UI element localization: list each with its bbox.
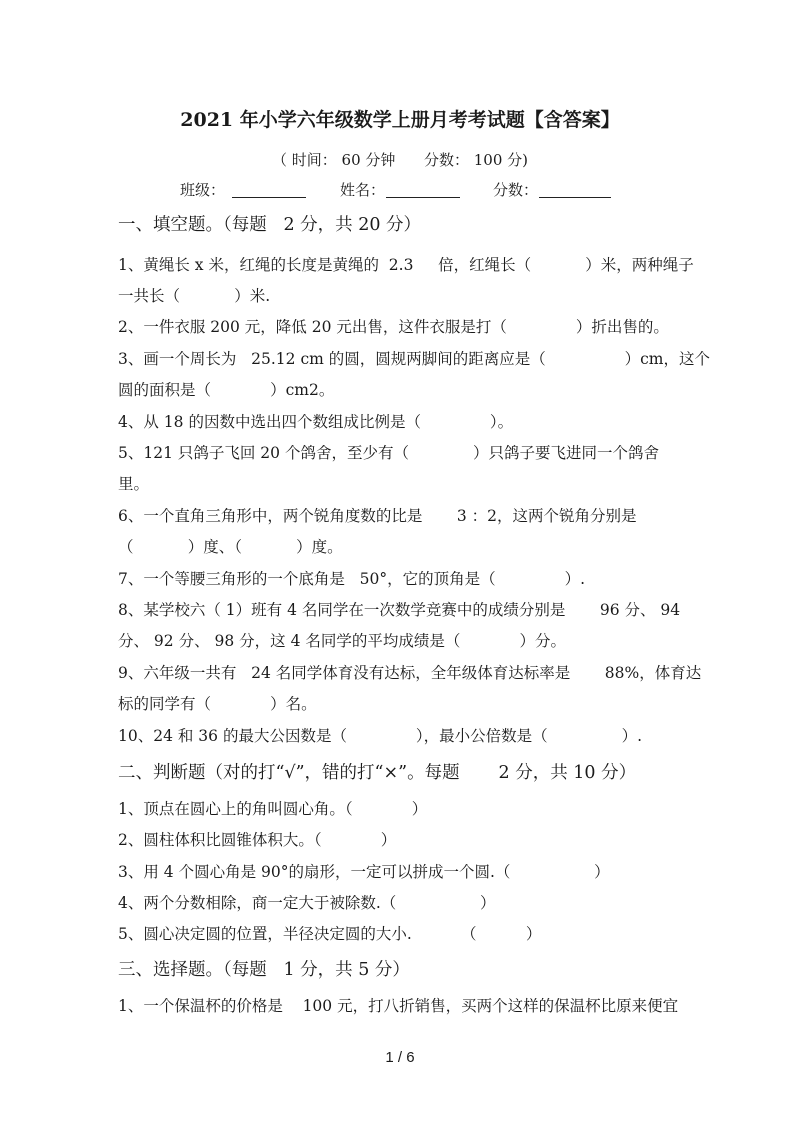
- score-label: 分数：: [493, 181, 539, 199]
- question-line: 2、圆柱体积比圆锥体积大。（ ）: [118, 831, 397, 849]
- name-label: 姓名：: [340, 181, 386, 199]
- exam-subtitle: （ 时间： 60 分钟 分数： 100 分): [271, 151, 529, 169]
- question-line: 里。: [118, 475, 150, 493]
- question-line: 1、黄绳长 x 米，红绳的长度是黄绳的 2.3 倍，红绳长（ ）米，两种绳子: [118, 256, 694, 274]
- question-line: 4、两个分数相除，商一定大于被除数.（ ）: [118, 894, 496, 912]
- question-line: 7、一个等腰三角形的一个底角是 50°，它的顶角是（ ）.: [118, 570, 586, 588]
- class-blank[interactable]: [232, 197, 306, 198]
- score-blank[interactable]: [539, 197, 611, 198]
- question-line: 1、一个保温杯的价格是 100 元，打八折销售，买两个这样的保温杯比原来便宜: [118, 997, 679, 1015]
- question-line: （ ）度、（ ）度。: [118, 538, 343, 556]
- question-line: 6、一个直角三角形中，两个锐角度数的比是 3 ：2，这两个锐角分别是: [118, 507, 637, 525]
- page-number: 1 / 6: [385, 1049, 415, 1066]
- question-line: 一共长（ ）米.: [118, 287, 271, 305]
- question-line: 8、某学校六（ 1）班有 4 名同学在一次数学竞赛中的成绩分别是 96 分、 94: [118, 601, 681, 619]
- question-line: 3、画一个周长为 25.12 cm 的圆，圆规两脚间的距离应是（ ）cm，这个: [118, 350, 710, 368]
- question-line: 4、从 18 的因数中选出四个数组成比例是（ ）。: [118, 413, 514, 431]
- section1-heading: 一、填空题。（每题 2 分，共 20 分）: [118, 215, 422, 235]
- question-line: 3、用 4 个圆心角是 90°的扇形，一定可以拼成一个圆.（ ）: [118, 863, 610, 881]
- question-line: 9、六年级一共有 24 名同学体育没有达标，全年级体育达标率是 88%，体育达: [118, 664, 702, 682]
- question-line: 2、一件衣服 200 元，降低 20 元出售，这件衣服是打（ ）折出售的。: [118, 318, 669, 336]
- question-line: 分、 92 分、 98 分，这 4 名同学的平均成绩是（ ）分。: [118, 632, 566, 650]
- section3-heading: 三、选择题。（每题 1 分，共 5 分）: [118, 960, 410, 980]
- question-line: 5、121 只鸽子飞回 20 个鸽舍，至少有（ ）只鸽子要飞进同一个鸽舍: [118, 444, 660, 462]
- exam-title: 2021 年小学六年级数学上册月考考试题【含答案】: [180, 109, 620, 131]
- question-line: 标的同学有（ ）名。: [118, 695, 317, 713]
- question-line: 圆的面积是（ ）cm2。: [118, 381, 335, 399]
- question-line: 10、24 和 36 的最大公因数是（ ），最小公倍数是（ ）.: [118, 727, 643, 745]
- class-label: 班级：: [180, 181, 226, 199]
- question-line: 1、顶点在圆心上的角叫圆心角。（ ）: [118, 800, 428, 818]
- section2-heading: 二、判断题（对的打“√”，错的打“×”。每题 2 分，共 10 分）: [118, 763, 637, 783]
- question-line: 5、圆心决定圆的位置，半径决定圆的大小. （ ）: [118, 925, 542, 943]
- name-blank[interactable]: [386, 197, 460, 198]
